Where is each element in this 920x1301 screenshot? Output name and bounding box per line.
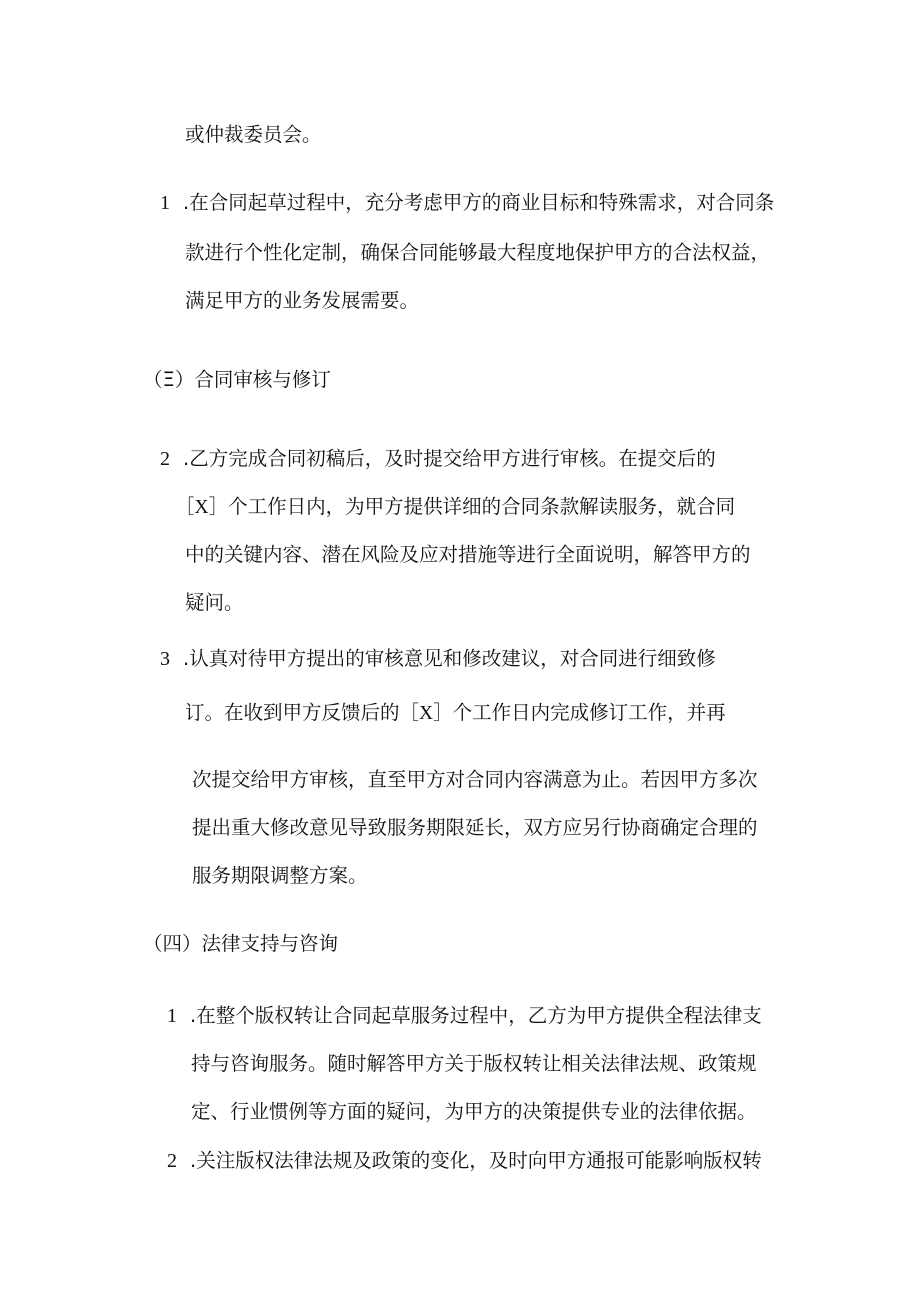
section-title: 法律支持与咨询 (201, 932, 339, 955)
paragraph-line: 服务期限调整方案。 (192, 864, 368, 887)
paragraph-line: .认真对待甲方提出的审核意见和修改建议，对合同进行细致修 (183, 647, 716, 670)
line-text: 个工作日内完成修订工作，并再 (452, 701, 726, 724)
item-number: 1 (167, 1005, 177, 1027)
section-heading (143, 370, 331, 390)
section-number: （Ξ） (143, 368, 195, 391)
paragraph-line: .在合同起草过程中，充分考虑甲方的商业目标和特殊需求，对合同条 (183, 191, 775, 214)
item-number: 2 (160, 448, 170, 470)
paragraph-line: 定、行业惯例等方面的疑问，为甲方的决策提供专业的法律依据。 (191, 1100, 757, 1123)
paragraph-line: .关注版权法律法规及政策的变化，及时向甲方通报可能影响版权转 (190, 1149, 762, 1172)
paragraph-line: .乙方完成合同初稿后，及时提交给甲方进行审核。在提交后的 (183, 447, 716, 470)
line-text: 个工作日内，为甲方提供详细的合同条款解读服务，就合同 (228, 495, 736, 518)
paragraph-line: 中的关键内容、潜在风险及应对措施等进行全面说明，解答甲方的 (185, 543, 751, 566)
placeholder-bracket: ［X］ (399, 703, 453, 724)
paragraph-line (185, 703, 726, 724)
section-number: （四） (143, 932, 202, 955)
paragraph-line: 提出重大修改意见导致服务期限延长，双方应另行协商确定合理的 (192, 816, 758, 839)
paragraph-line (175, 497, 735, 518)
paragraph-line: 款进行个性化定制，确保合同能够最大程度地保护甲方的合法权益， (185, 241, 771, 264)
paragraph-line: 满足甲方的业务发展需要。 (185, 289, 420, 312)
item-number: 2 (167, 1150, 177, 1172)
paragraph-line: 持与咨询服务。随时解答甲方关于版权转让相关法律法规、政策规 (191, 1052, 757, 1075)
line-text: 订。在收到甲方反馈后的 (185, 701, 400, 724)
item-number: 3 (160, 648, 170, 670)
section-heading (143, 934, 338, 954)
placeholder-bracket: ［X］ (175, 497, 229, 518)
item-number: 1 (160, 192, 170, 214)
section-title: 合同审核与修订 (194, 368, 331, 391)
intro-line: 或仲裁委员会。 (185, 123, 322, 146)
paragraph-line: 疑问。 (185, 591, 244, 614)
paragraph-line: .在整个版权转让合同起草服务过程中，乙方为甲方提供全程法律支 (190, 1004, 762, 1027)
paragraph-line: 次提交给甲方审核，直至甲方对合同内容满意为止。若因甲方多次 (192, 768, 758, 791)
